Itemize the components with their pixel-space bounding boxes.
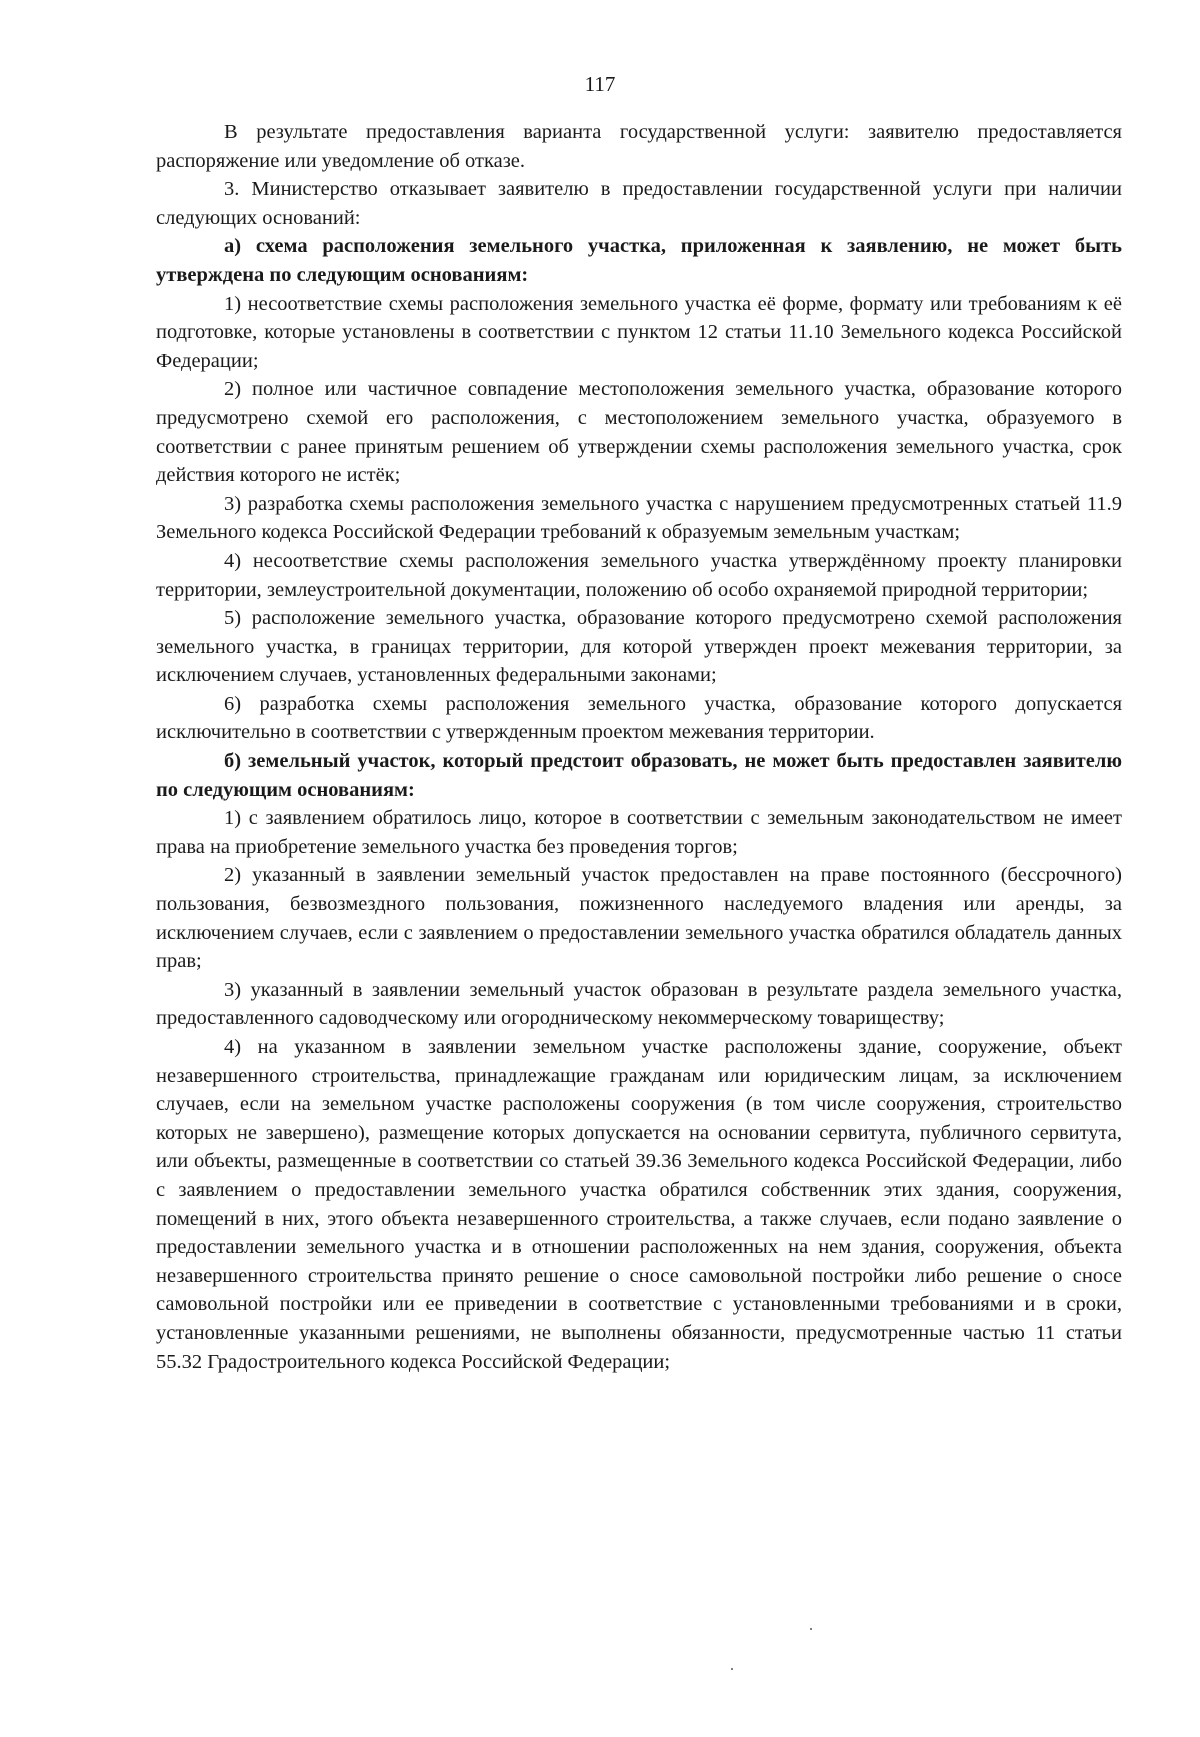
scan-speck — [810, 1628, 812, 1630]
paragraph-item-3: 3. Министерство отказывает заявителю в предоставлении государственной услуги при наличии следующих оснований: — [156, 178, 1122, 229]
page-number: 117 — [584, 72, 616, 96]
paragraph-a-4: 4) несоответствие схемы расположения земельного участка утверждённому проекту планировки территории, землеустроительной документации, положению об особо охраняемой природной территории; — [156, 549, 1122, 601]
paragraph-a-2: 2) полное или частичное совпадение местоположения земельного участка, образование которого предусмотрено схемой его расположения, с местоположением земельного участка, образуемого в соответствии с ранее принятым решением об утверждении схемы расположения земельного участка, срок действия которого не истёк; — [156, 378, 1122, 487]
paragraph-a-6: 6) разработка схемы расположения земельного участка, образование которого допускается исключительно в соответствии с утвержденным проектом межевания территории. — [156, 692, 1122, 744]
paragraph-b-2: 2) указанный в заявлении земельный участок предоставлен на праве постоянного (бессрочного) пользования, безвозмездного пользования, пожизненного наследуемого владения или аренды, за исключением случаев, если с заявлением о предоставлении земельного участка обратился обладатель данных прав; — [156, 864, 1122, 973]
scan-speck — [731, 1668, 733, 1670]
paragraph-a-5: 5) расположение земельного участка, образование которого предусмотрено схемой расположения земельного участка, в границах территории, для которой утвержден проект межевания территории, за исключением случаев, установленных федеральными законами; — [156, 607, 1122, 687]
paragraph-a-3: 3) разработка схемы расположения земельного участка с нарушением предусмотренных статьей 11.9 Земельного кодекса Российской Федерации требований к образуемым земельным участкам; — [156, 492, 1122, 544]
paragraph-result: В результате предоставления варианта государственной услуги: заявителю предоставляется распоряжение или уведомление об отказе. — [156, 121, 1122, 172]
paragraph-b-4: 4) на указанном в заявлении земельном участке расположены здание, сооружение, объект незавершенного строительства, принадлежащие гражданам или юридическим лицам, за исключением случаев, если на земельном участке расположены сооружения (в том числе сооружения, строительство которых не завершено), размещение которых допускается на основании сервитута, публичного сервитута, или объекты, размещенные в соответствии со статьей 39.36 Земельного кодекса Российской Федерации, либо с заявлением о предоставлении земельного участка обратился собственник этих здания, сооружения, помещений в них, этого объекта незавершенного строительства, а также случаев, если подано заявление о предоставлении земельного участка и в отношении расположенных на нем здания, сооружения, объекта незавершенного строительства принято решение о сносе самовольной постройки либо решение о сносе самовольной постройки или ее приведении в соответствие с установленными требованиями и в сроки, установленные указанными решениями, не выполнены обязанности, предусмотренные частью 11 статьи 55.32 Градостроительного кодекса Российской Федерации; — [156, 1036, 1122, 1373]
paragraph-heading-a: а) схема расположения земельного участка, приложенная к заявлению, не может быть утверждена по следующим основаниям: — [156, 235, 1122, 286]
paragraph-heading-b: б) земельный участок, который предстоит образовать, не может быть предоставлен заявителю по следующим основаниям: — [156, 750, 1122, 801]
paragraph-b-1: 1) с заявлением обратилось лицо, которое в соответствии с земельным законодательством не имеет права на приобретение земельного участка без проведения торгов; — [156, 807, 1122, 858]
paragraph-b-3: 3) указанный в заявлении земельный участок образован в результате раздела земельного участка, предоставленного садоводческому или огородническому некоммерческому товариществу; — [156, 978, 1122, 1030]
document-body — [156, 118, 1122, 1376]
paragraph-a-1: 1) несоответствие схемы расположения земельного участка её форме, формату или требованиям к её подготовке, которые установлены в соответствии с пунктом 12 статьи 11.10 Земельного кодекса Российской Федерации; — [156, 292, 1122, 372]
